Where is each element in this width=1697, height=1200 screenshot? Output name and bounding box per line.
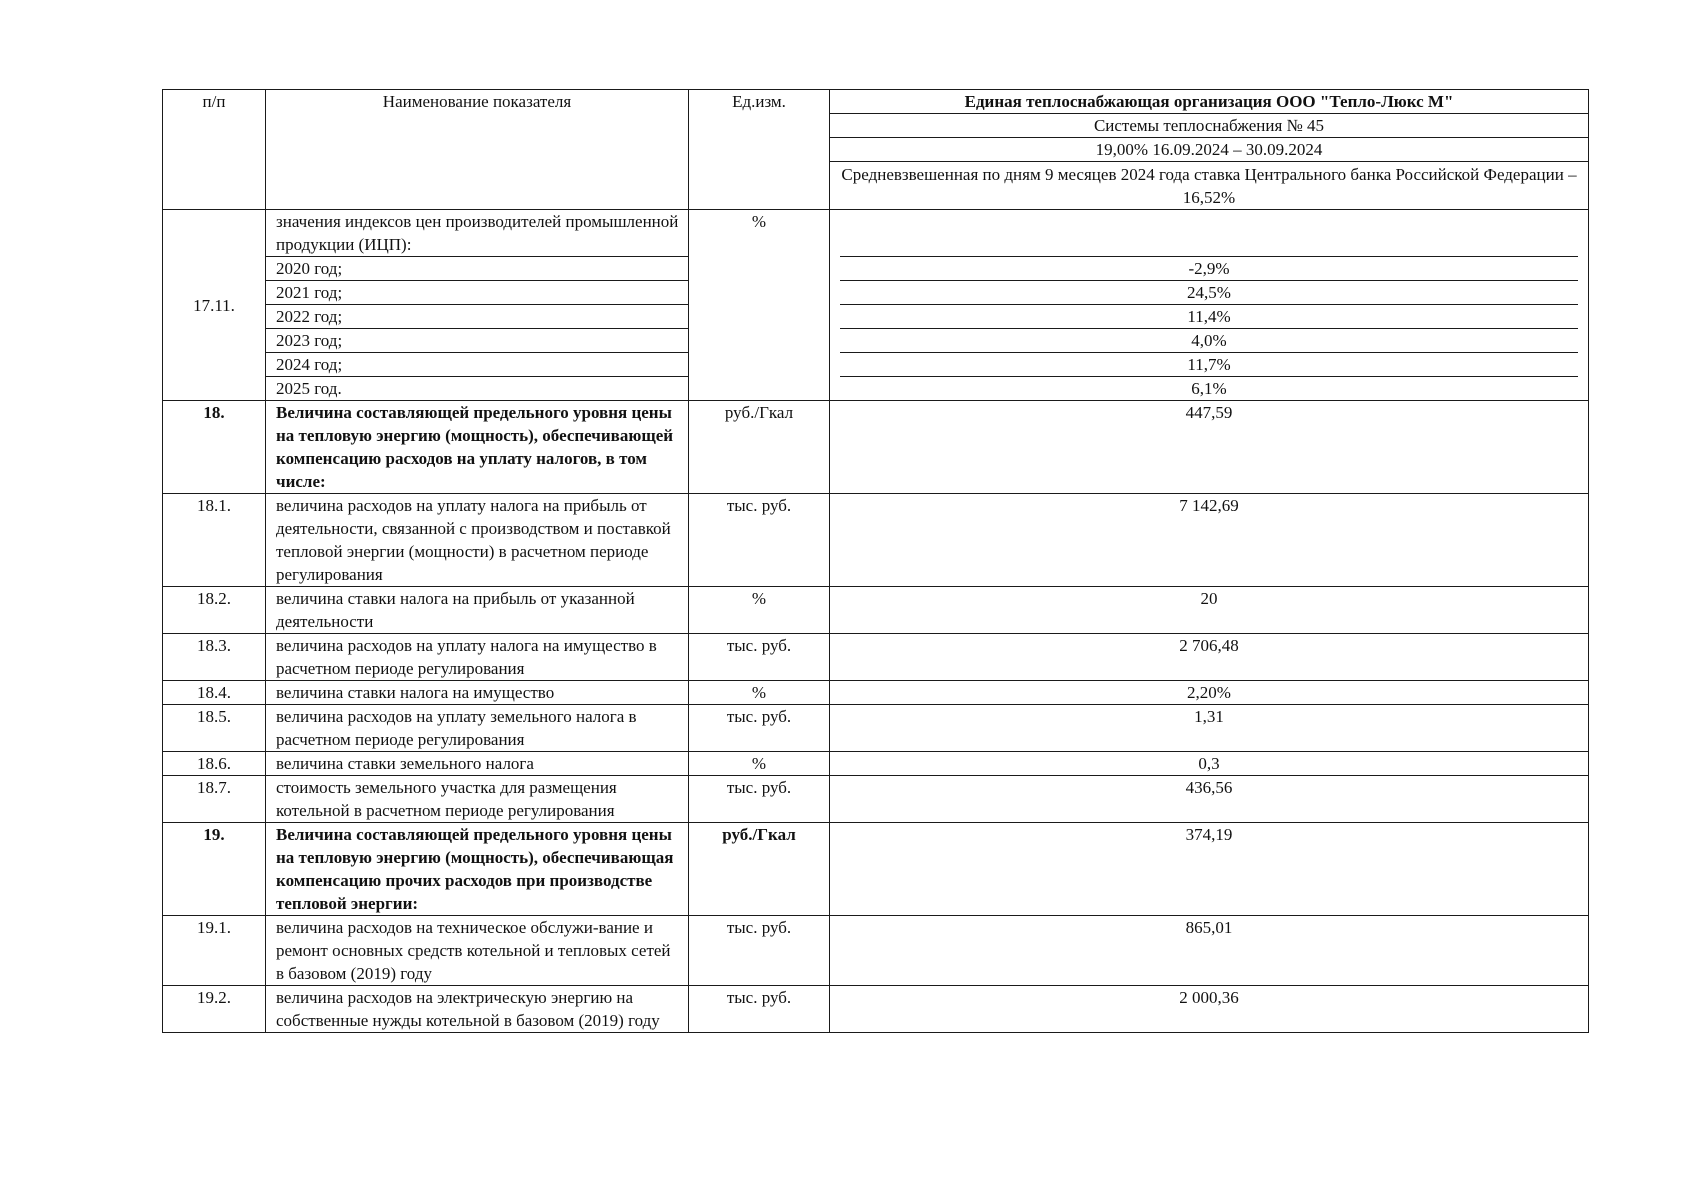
row-unit: %: [689, 681, 830, 705]
year-label: 2022 год;: [266, 305, 688, 329]
empty-cell: [840, 210, 1578, 257]
header-rate: Средневзвешенная по дням 9 месяцев 2024 года ставка Центрального банка Российской Федерации – 16,52%: [830, 162, 1589, 210]
row-value: 7 142,69: [830, 494, 1589, 587]
year-value: 4,0%: [840, 329, 1578, 353]
row-unit: руб./Гкал: [689, 823, 830, 916]
row-name: Величина составляющей предельного уровня цены на тепловую энергию (мощность), обеспечивающая компенсацию прочих расходов при производстве тепловой энергии:: [266, 823, 689, 916]
table-row: [163, 587, 1589, 634]
year-value: -2,9%: [840, 257, 1578, 281]
year-label: 2025 год.: [276, 379, 342, 398]
table-row: [163, 401, 1589, 494]
row-value: 2 706,48: [830, 634, 1589, 681]
year-value: 11,7%: [840, 353, 1578, 377]
table-row: [163, 916, 1589, 986]
row-name: стоимость земельного участка для размещения котельной в расчетном периоде регулирования: [266, 776, 689, 823]
row-num: 18.6.: [163, 752, 266, 776]
table-row: [163, 986, 1589, 1033]
row-unit: тыс. руб.: [689, 916, 830, 986]
row-value: 20: [830, 587, 1589, 634]
row-name: величина ставки налога на прибыль от указанной деятельности: [266, 587, 689, 634]
row-value: 0,3: [830, 752, 1589, 776]
table-row: [163, 752, 1589, 776]
row-name: Величина составляющей предельного уровня цены на тепловую энергию (мощность), обеспечивающей компенсацию расходов на уплату налогов, в том числе:: [266, 401, 689, 494]
table-row: [163, 634, 1589, 681]
year-value: 11,4%: [840, 305, 1578, 329]
row-name: [266, 210, 689, 401]
row-num: 18.7.: [163, 776, 266, 823]
header-period: 19,00% 16.09.2024 – 30.09.2024: [830, 138, 1589, 162]
table-row: [163, 823, 1589, 916]
year-value: 24,5%: [840, 281, 1578, 305]
header-col-num: п/п: [163, 90, 266, 210]
row-value: 374,19: [830, 823, 1589, 916]
row-name: величина расходов на уплату земельного налога в расчетном периоде регулирования: [266, 705, 689, 752]
row-unit: %: [689, 587, 830, 634]
row-unit: тыс. руб.: [689, 634, 830, 681]
year-label: 2024 год;: [266, 353, 688, 377]
header-col-name: Наименование показателя: [266, 90, 689, 210]
row-value: 865,01: [830, 916, 1589, 986]
row-unit: %: [689, 210, 830, 401]
row-num: 18.: [163, 401, 266, 494]
table-row: [163, 705, 1589, 752]
year-value: 6,1%: [1191, 379, 1227, 398]
row-name: величина расходов на электрическую энергию на собственные нужды котельной в базовом (2019) году: [266, 986, 689, 1033]
tariff-table: [162, 89, 1589, 1033]
year-label: 2020 год;: [266, 257, 688, 281]
row-unit: тыс. руб.: [689, 705, 830, 752]
row-unit: тыс. руб.: [689, 494, 830, 587]
row-value: 2 000,36: [830, 986, 1589, 1033]
row-values: [830, 210, 1589, 401]
row-unit: тыс. руб.: [689, 776, 830, 823]
row-name: величина расходов на уплату налога на прибыль от деятельности, связанной с производством и поставкой тепловой энергии (мощности) в расчетном периоде регулирования: [266, 494, 689, 587]
row-num: 17.11.: [163, 210, 266, 401]
year-label: 2021 год;: [266, 281, 688, 305]
row-value: 1,31: [830, 705, 1589, 752]
row-intro: значения индексов цен производителей промышленной продукции (ИЦП):: [266, 210, 688, 257]
table-row: [163, 210, 1589, 401]
row-num: 19.1.: [163, 916, 266, 986]
row-value: 2,20%: [830, 681, 1589, 705]
row-name: величина расходов на уплату налога на имущество в расчетном периоде регулирования: [266, 634, 689, 681]
header-org: Единая теплоснабжающая организация ООО "Тепло-Люкс М": [830, 90, 1589, 114]
row-value: 436,56: [830, 776, 1589, 823]
row-unit: руб./Гкал: [689, 401, 830, 494]
row-unit: тыс. руб.: [689, 986, 830, 1033]
table-row: [163, 681, 1589, 705]
header-system: Системы теплоснабжения № 45: [830, 114, 1589, 138]
row-unit: %: [689, 752, 830, 776]
row-num: 18.1.: [163, 494, 266, 587]
row-name: величина расходов на техническое обслужи-вание и ремонт основных средств котельной и тепловых сетей в базовом (2019) году: [266, 916, 689, 986]
row-num: 18.5.: [163, 705, 266, 752]
row-num: 18.2.: [163, 587, 266, 634]
row-name: величина ставки налога на имущество: [266, 681, 689, 705]
header-col-unit: Ед.изм.: [689, 90, 830, 210]
row-num: 19.: [163, 823, 266, 916]
row-value: 447,59: [830, 401, 1589, 494]
table-row: [163, 776, 1589, 823]
table-row: [163, 494, 1589, 587]
row-name: величина ставки земельного налога: [266, 752, 689, 776]
table-header-row: [163, 90, 1589, 114]
row-num: 18.4.: [163, 681, 266, 705]
year-label: 2023 год;: [266, 329, 688, 353]
row-num: 19.2.: [163, 986, 266, 1033]
row-num: 18.3.: [163, 634, 266, 681]
